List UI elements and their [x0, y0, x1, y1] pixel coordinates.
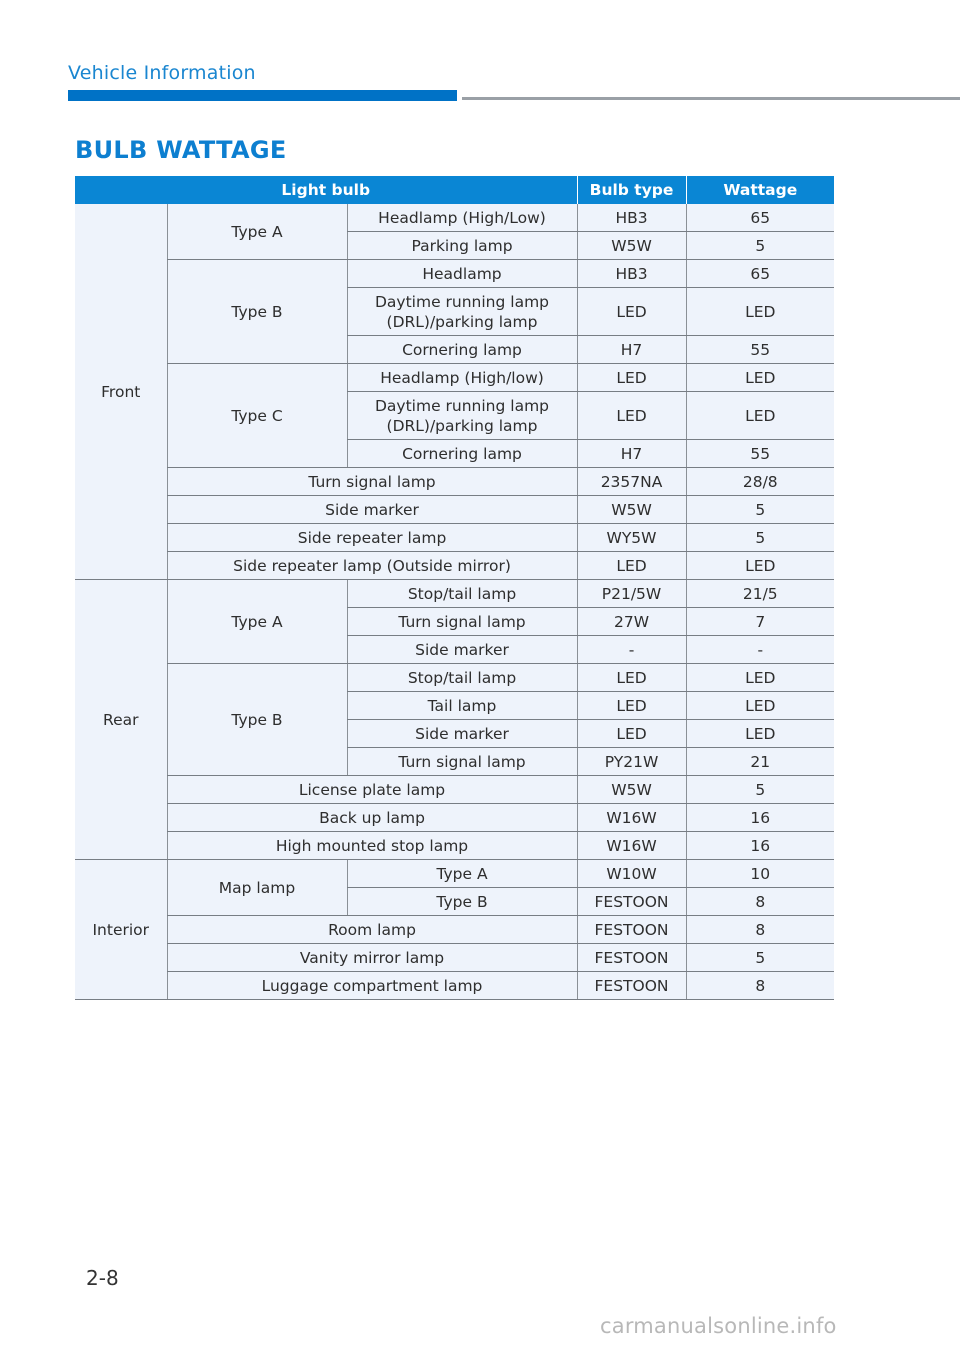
- subgroup-map-lamp: Map lamp: [167, 860, 347, 916]
- lamp-name: Cornering lamp: [347, 336, 577, 364]
- lamp-name: Side marker: [167, 496, 577, 524]
- subgroup-rear-type-b: Type B: [167, 664, 347, 776]
- lamp-name: Turn signal lamp: [347, 748, 577, 776]
- wattage: 21: [686, 748, 834, 776]
- wattage: LED: [686, 664, 834, 692]
- wattage: 55: [686, 440, 834, 468]
- bulb-type: W5W: [577, 232, 686, 260]
- wattage: 8: [686, 972, 834, 1000]
- group-rear: Rear: [75, 580, 167, 860]
- wattage: LED: [686, 392, 834, 440]
- table-row: [75, 364, 834, 392]
- bulb-type: FESTOON: [577, 972, 686, 1000]
- table-row: [75, 804, 834, 832]
- wattage: 16: [686, 832, 834, 860]
- bulb-type: FESTOON: [577, 944, 686, 972]
- wattage: 65: [686, 204, 834, 232]
- bulb-type: LED: [577, 664, 686, 692]
- wattage: 16: [686, 804, 834, 832]
- page-number: 2-8: [86, 1266, 119, 1290]
- bulb-type: LED: [577, 288, 686, 336]
- table-row: [75, 524, 834, 552]
- bulb-type: LED: [577, 720, 686, 748]
- bulb-type: H7: [577, 440, 686, 468]
- wattage: 8: [686, 916, 834, 944]
- lamp-name: Stop/tail lamp: [347, 580, 577, 608]
- bulb-type: FESTOON: [577, 916, 686, 944]
- bulb-type: W16W: [577, 804, 686, 832]
- subgroup-rear-type-a: Type A: [167, 580, 347, 664]
- wattage: 5: [686, 944, 834, 972]
- bulb-type: LED: [577, 692, 686, 720]
- bulb-type: P21/5W: [577, 580, 686, 608]
- table-header-row: [75, 176, 834, 204]
- table-row: [75, 468, 834, 496]
- bulb-type: W16W: [577, 832, 686, 860]
- lamp-name: High mounted stop lamp: [167, 832, 577, 860]
- table-row: [75, 860, 834, 888]
- table-row: [75, 664, 834, 692]
- lamp-name: Cornering lamp: [347, 440, 577, 468]
- bulb-type: LED: [577, 552, 686, 580]
- subgroup-front-type-a: Type A: [167, 204, 347, 260]
- bulb-type: FESTOON: [577, 888, 686, 916]
- header-bulb-type: Bulb type: [577, 176, 686, 204]
- wattage: 65: [686, 260, 834, 288]
- group-front: Front: [75, 204, 167, 580]
- lamp-name: Side repeater lamp (Outside mirror): [167, 552, 577, 580]
- table-row: [75, 552, 834, 580]
- lamp-name: License plate lamp: [167, 776, 577, 804]
- header-wattage: Wattage: [686, 176, 834, 204]
- wattage: 10: [686, 860, 834, 888]
- lamp-name: Side repeater lamp: [167, 524, 577, 552]
- bulb-type: 2357NA: [577, 468, 686, 496]
- lamp-name: Side marker: [347, 636, 577, 664]
- bulb-type: LED: [577, 364, 686, 392]
- wattage: -: [686, 636, 834, 664]
- lamp-name: Room lamp: [167, 916, 577, 944]
- lamp-name: Stop/tail lamp: [347, 664, 577, 692]
- wattage: 7: [686, 608, 834, 636]
- table-row: [75, 944, 834, 972]
- subgroup-front-type-c: Type C: [167, 364, 347, 468]
- section-label: Vehicle Information: [68, 62, 256, 84]
- header-light-bulb: Light bulb: [75, 176, 577, 204]
- lamp-name: Tail lamp: [347, 692, 577, 720]
- lamp-name: Daytime running lamp (DRL)/parking lamp: [347, 392, 577, 440]
- lamp-name: Headlamp (High/low): [347, 364, 577, 392]
- lamp-name: Headlamp: [347, 260, 577, 288]
- group-interior: Interior: [75, 860, 167, 1000]
- bulb-type: HB3: [577, 260, 686, 288]
- header-rule-gray: [462, 97, 960, 100]
- wattage: 5: [686, 232, 834, 260]
- wattage: 55: [686, 336, 834, 364]
- table-row: [75, 580, 834, 608]
- bulb-type: H7: [577, 336, 686, 364]
- lamp-name: Turn signal lamp: [347, 608, 577, 636]
- wattage: LED: [686, 288, 834, 336]
- lamp-name: Vanity mirror lamp: [167, 944, 577, 972]
- bulb-type: HB3: [577, 204, 686, 232]
- lamp-name: Parking lamp: [347, 232, 577, 260]
- page-title: BULB WATTAGE: [75, 136, 287, 164]
- wattage: LED: [686, 692, 834, 720]
- bulb-type: PY21W: [577, 748, 686, 776]
- bulb-type: LED: [577, 392, 686, 440]
- table-row: [75, 972, 834, 1000]
- lamp-name: Headlamp (High/Low): [347, 204, 577, 232]
- table-row: [75, 776, 834, 804]
- header-rule-blue: [68, 90, 457, 101]
- bulb-type: WY5W: [577, 524, 686, 552]
- wattage: 5: [686, 776, 834, 804]
- lamp-name: Side marker: [347, 720, 577, 748]
- bulb-type: W10W: [577, 860, 686, 888]
- lamp-name: Turn signal lamp: [167, 468, 577, 496]
- watermark: carmanualsonline.info: [600, 1314, 837, 1338]
- table-row: [75, 916, 834, 944]
- bulb-wattage-table: [75, 176, 834, 1000]
- wattage: 8: [686, 888, 834, 916]
- wattage: LED: [686, 364, 834, 392]
- wattage: LED: [686, 552, 834, 580]
- lamp-name: Back up lamp: [167, 804, 577, 832]
- table-row: [75, 204, 834, 232]
- lamp-name: Type A: [347, 860, 577, 888]
- wattage: 5: [686, 496, 834, 524]
- bulb-type: W5W: [577, 496, 686, 524]
- lamp-name: Daytime running lamp (DRL)/parking lamp: [347, 288, 577, 336]
- wattage: 5: [686, 524, 834, 552]
- wattage: LED: [686, 720, 834, 748]
- wattage: 28/8: [686, 468, 834, 496]
- lamp-name: Luggage compartment lamp: [167, 972, 577, 1000]
- bulb-type: W5W: [577, 776, 686, 804]
- subgroup-front-type-b: Type B: [167, 260, 347, 364]
- wattage: 21/5: [686, 580, 834, 608]
- lamp-name: Type B: [347, 888, 577, 916]
- table-row: [75, 260, 834, 288]
- table-row: [75, 832, 834, 860]
- bulb-type: -: [577, 636, 686, 664]
- table-row: [75, 496, 834, 524]
- bulb-type: 27W: [577, 608, 686, 636]
